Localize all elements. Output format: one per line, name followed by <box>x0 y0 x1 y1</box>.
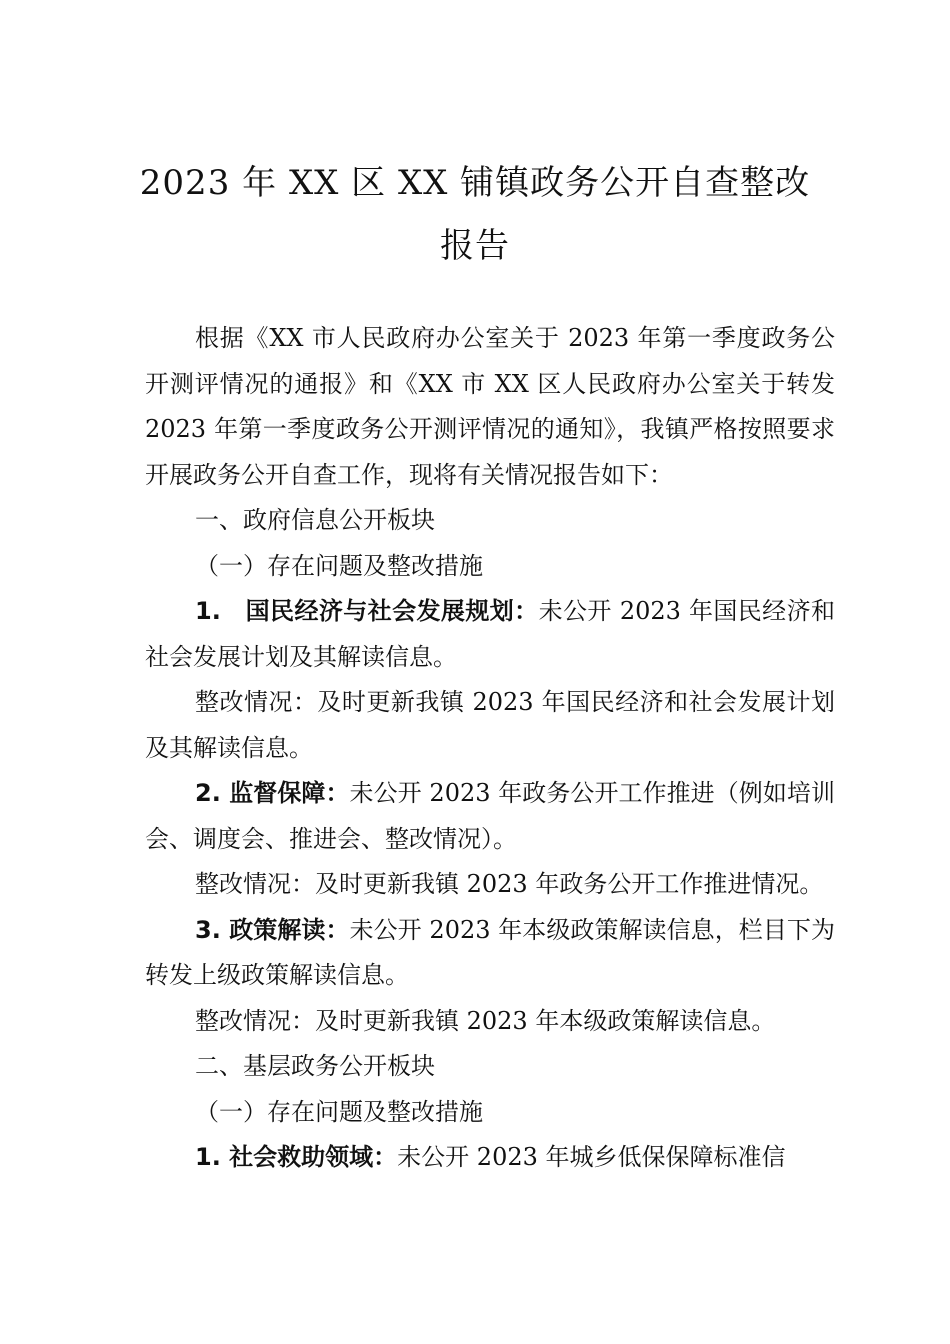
item-label: 1. 社会救助领域： <box>195 1143 398 1171</box>
section1-item2 <box>145 771 835 862</box>
section1-item1 <box>145 589 835 680</box>
section2-item1 <box>145 1135 835 1181</box>
section1-subheading: （一）存在问题及整改措施 <box>195 551 483 580</box>
document-title-line1: 2023 年 XX 区 XX 铺镇政务公开自查整改 <box>139 163 811 203</box>
item-text: 未公开 2023 年政务公开工作推进（例如培训会、调度会、推进会、整改情况）。 <box>145 779 835 853</box>
section1-item3 <box>145 908 835 999</box>
item-text: 未公开 2023 年国民经济和社会发展计划及其解读信息。 <box>145 597 835 671</box>
item-label: 1. 国民经济与社会发展规划： <box>195 597 539 625</box>
item-label: 2. 监督保障： <box>195 779 350 807</box>
item-text: 未公开 2023 年城乡低保保障标准信 <box>397 1143 786 1171</box>
section1-item3-fix: 整改情况：及时更新我镇 2023 年本级政策解读信息。 <box>195 1006 776 1035</box>
section2-heading: 二、基层政务公开板块 <box>195 1052 435 1080</box>
intro-paragraph: 根据《XX 市人民政府办公室关于 2023 年第一季度政务公开测评情况的通报》和《XX 市 XX 区人民政府办公室关于转发 2023 年第一季度政务公开测评情况的通知》，我镇严格按照要求开展政务公开自查工作，现将有关情况报告如下： <box>145 324 835 489</box>
item-text: 未公开 2023 年本级政策解读信息，栏目下为转发上级政策解读信息。 <box>145 915 835 989</box>
section1-heading: 一、政府信息公开板块 <box>195 506 435 534</box>
document-body <box>145 316 835 1181</box>
section2-subheading: （一）存在问题及整改措施 <box>195 1097 483 1126</box>
section1-item2-fix: 整改情况：及时更新我镇 2023 年政务公开工作推进情况。 <box>195 870 824 898</box>
section1-item1-fix: 整改情况：及时更新我镇 2023 年国民经济和社会发展计划及其解读信息。 <box>145 688 835 762</box>
document-title-line2: 报告 <box>440 226 510 266</box>
item-label: 3. 政策解读： <box>195 915 350 944</box>
